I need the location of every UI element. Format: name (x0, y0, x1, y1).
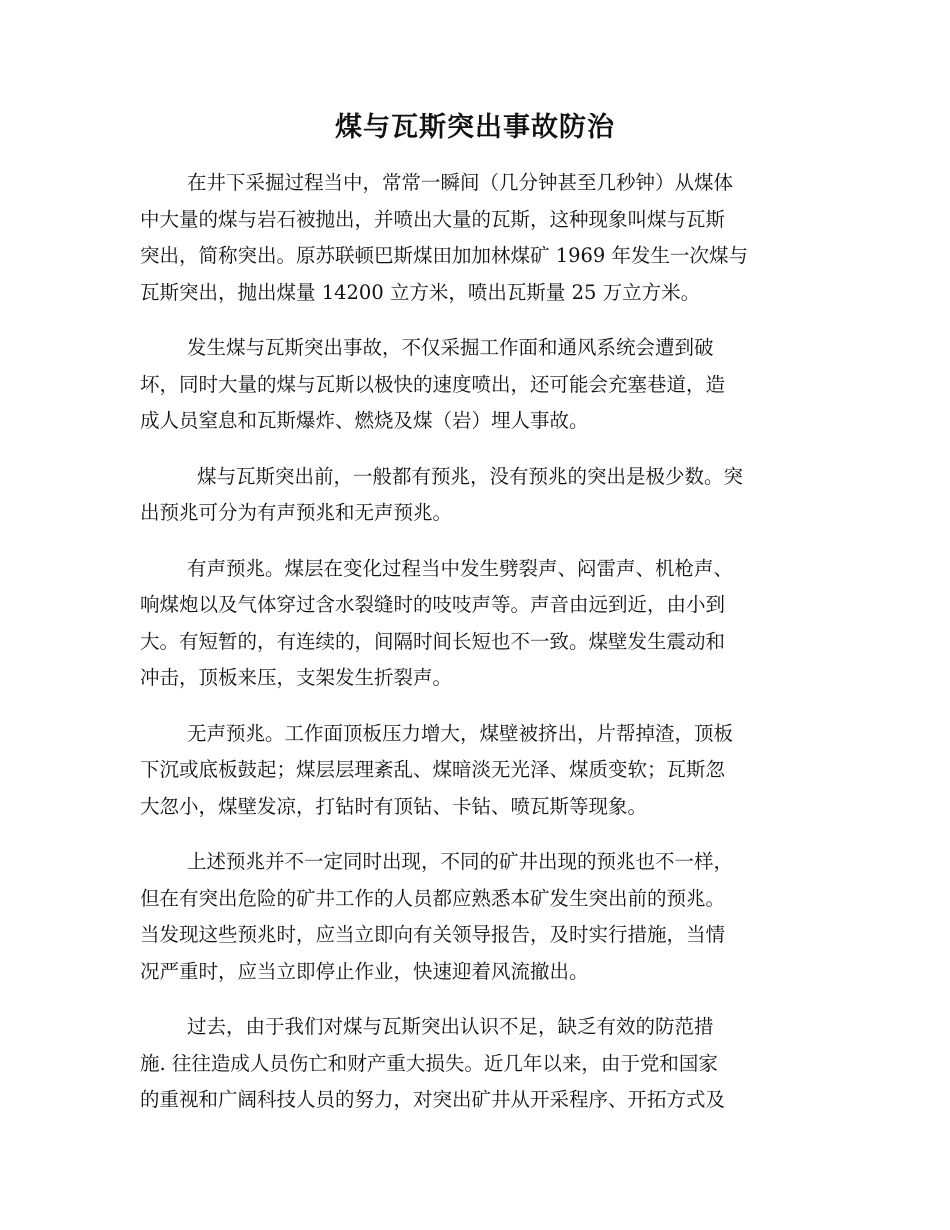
text-line: 中大量的煤与岩石被抛出，并喷出大量的瓦斯，这种现象叫煤与瓦斯 (140, 207, 726, 231)
text-line: 当发现这些预兆时，应当立即向有关领导报告，及时实行措施，当情 (140, 923, 726, 946)
text-line: 响煤炮以及气体穿过含水裂缝时的吱吱声等。声音由远到近，由小到 (140, 593, 726, 616)
text-line: 下沉或底板鼓起；煤层层理紊乱、煤暗淡无光泽、煤质变软；瓦斯忽 (140, 758, 726, 781)
paragraph-warning-signs-intro (140, 459, 804, 532)
paragraph-outburst-consequences (140, 330, 804, 440)
text-line: 煤与瓦斯突出前，一般都有预兆，没有预兆的突出是极少数。突 (197, 464, 744, 488)
text-line: 无声预兆。工作面顶板压力增大，煤壁被挤出，片帮掉渣，顶板 (187, 721, 734, 745)
paragraph-response-procedure (140, 844, 804, 990)
text-line: 上述预兆并不一定同时出现，不同的矿井出现的预兆也不一样， (187, 850, 734, 873)
paragraph-audible-signs (140, 551, 804, 697)
text-line: 大。有短暂的，有连续的，间隔时间长短也不一致。煤壁发生震动和 (140, 629, 726, 653)
text-line: 但在有突出危险的矿井工作的人员都应熟悉本矿发生突出前的预兆。 (140, 886, 726, 910)
document-title: 煤与瓦斯突出事故防治 (335, 112, 615, 143)
text-line: 冲击，顶板来压，支架发生折裂声。 (140, 666, 453, 689)
text-line: 坏，同时大量的煤与瓦斯以极快的速度喷出，还可能会充塞巷道，造 (140, 372, 726, 396)
text-line: 的重视和广阔科技人员的努力，对突出矿井从开采程序、开拓方式及 (140, 1088, 726, 1111)
text-line: 过去，由于我们对煤与瓦斯突出认识不足，缺乏有效的防范措 (187, 1015, 714, 1038)
text-line: 在井下采掘过程当中，常常一瞬间（几分钟甚至几秒钟）从煤体 (187, 171, 734, 194)
paragraph-silent-signs (140, 716, 804, 826)
paragraph-outburst-definition (140, 165, 804, 311)
text-line: 况严重时，应当立即停止作业，快速迎着风流撤出。 (140, 959, 589, 983)
paragraph-history-progress (140, 1009, 804, 1119)
text-line: 突出，简称突出。原苏联顿巴斯煤田加加林煤矿 1969 年发生一次煤与 (140, 244, 749, 267)
text-line: 出预兆可分为有声预兆和无声预兆。 (140, 501, 453, 524)
text-line: 瓦斯突出，抛出煤量 14200 立方米，喷出瓦斯量 25 万立方米。 (140, 280, 701, 304)
text-line: 成人员窒息和瓦斯爆炸、燃烧及煤（岩）埋人事故。 (140, 409, 589, 432)
text-line: 有声预兆。煤层在变化过程当中发生劈裂声、闷雷声、机枪声、 (187, 556, 734, 580)
text-line: 施. 往往造成人员伤亡和财产重大损失。近几年以来，由于党和国家 (140, 1051, 718, 1075)
document-body (140, 165, 804, 1138)
text-line: 发生煤与瓦斯突出事故，不仅采掘工作面和通风系统会遭到破 (187, 336, 714, 359)
text-line: 大忽小，煤壁发凉，打钻时有顶钻、卡钻、喷瓦斯等现象。 (140, 794, 648, 818)
